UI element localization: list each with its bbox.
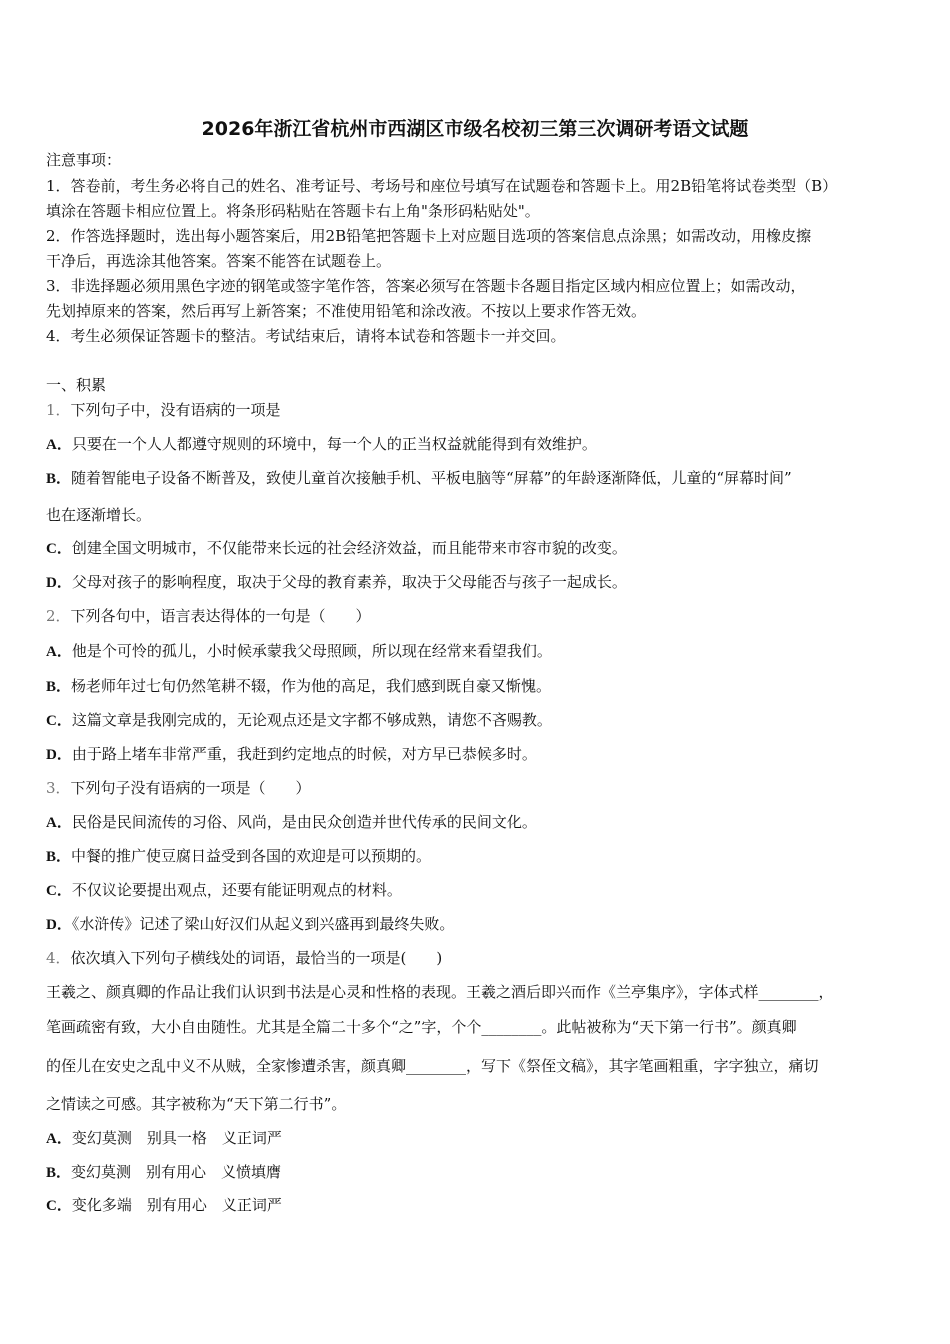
option-text: 变幻莫测 别具一格 义正词严 — [71, 1129, 282, 1147]
note-line: 2．作答选择题时，选出每小题答案后，用2B铅笔把答题卡上对应题目选项的答案信息点涂黑；如需改动，用橡皮擦 — [46, 227, 812, 245]
option-text: 《水浒传》记述了梁山好汉们从起义到兴盛再到最终失败。 — [71, 915, 455, 933]
question-2 — [46, 606, 371, 626]
option-letter: A． — [46, 815, 72, 831]
question-stem: 下列各句中，语言表达得体的一句是（ ） — [70, 607, 371, 625]
option-letter: A． — [46, 644, 72, 660]
option-text: 随着智能电子设备不断普及，致使儿童首次接触手机、平板电脑等“屏幕”的年龄逐渐降低，儿童的“屏幕时间” — [71, 469, 792, 487]
passage-line: 的侄儿在安史之乱中义不从贼，全家惨遭杀害，颜真卿________，写下《祭侄文稿》，其字笔画粗重，字字独立，痛切 — [46, 1057, 819, 1075]
option-b — [46, 1162, 281, 1183]
option-c — [46, 1195, 282, 1216]
option-letter: C． — [46, 1198, 72, 1214]
question-stem: 下列句子没有语病的一项是（ ） — [70, 779, 311, 797]
passage-line: 之情读之可感。其字被称为“天下第二行书”。 — [46, 1095, 347, 1113]
option-letter: C． — [46, 883, 72, 899]
passage-line: 笔画疏密有致，大小自由随性。尤其是全篇二十多个“之”字，个个________。此帖被称为“天下第一行书”。颜真卿 — [46, 1018, 797, 1036]
option-d — [46, 914, 454, 935]
section-heading: 一、积累 — [46, 376, 107, 394]
option-text: 父母对孩子的影响程度，取决于父母的教育素养，取决于父母能否与孩子一起成长。 — [71, 573, 627, 591]
option-text: 民俗是民间流传的习俗、风尚，是由民众创造并世代传承的民间文化。 — [71, 813, 537, 831]
option-b — [46, 846, 431, 867]
option-text: 杨老师年过七旬仍然笔耕不辍，作为他的高足，我们感到既自豪又惭愧。 — [71, 677, 552, 695]
option-a — [46, 812, 537, 833]
option-text: 他是个可怜的孤儿，小时候承蒙我父母照顾，所以现在经常来看望我们。 — [71, 642, 552, 660]
note-line: 1．答卷前，考生务必将自己的姓名、准考证号、考场号和座位号填写在试题卷和答题卡上。用2B铅笔将试卷类型（B） — [46, 177, 838, 195]
question-number: 4． — [46, 949, 71, 967]
option-text: 由于路上堵车非常严重，我赶到约定地点的时候，对方早已恭候多时。 — [71, 745, 537, 763]
question-4 — [46, 948, 442, 968]
option-c — [46, 880, 402, 901]
option-text: 中餐的推广使豆腐日益受到各国的欢迎是可以预期的。 — [71, 847, 432, 865]
option-text: 只要在一个人人都遵守规则的环境中，每一个人的正当权益就能得到有效维护。 — [71, 435, 597, 453]
option-text: 不仅议论要提出观点，还要有能证明观点的材料。 — [71, 881, 402, 899]
note-line: 4．考生必须保证答题卡的整洁。考试结束后，请将本试卷和答题卡一并交回。 — [46, 327, 566, 345]
option-a — [46, 434, 597, 455]
option-letter: C． — [46, 713, 72, 729]
option-c — [46, 710, 552, 731]
option-text: 这篇文章是我刚完成的，无论观点还是文字都不够成熟，请您不吝赐教。 — [71, 711, 552, 729]
option-letter: C． — [46, 541, 72, 557]
question-3 — [46, 778, 311, 798]
option-letter: D． — [46, 747, 72, 763]
option-letter: B． — [46, 679, 72, 695]
question-number: 3． — [46, 779, 71, 797]
note-line: 3．非选择题必须用黑色字迹的钢笔或签字笔作答，答案必须写在答题卡各题目指定区域内相应位置上；如需改动， — [46, 277, 806, 295]
question-stem: 下列句子中，没有语病的一项是 — [70, 401, 281, 419]
note-line: 先划掉原来的答案，然后再写上新答案；不准使用铅笔和涂改液。不按以上要求作答无效。 — [46, 302, 647, 320]
option-text: 创建全国文明城市，不仅能带来长远的社会经济效益，而且能带来市容市貌的改变。 — [71, 539, 627, 557]
option-letter: A． — [46, 1131, 72, 1147]
option-letter: D． — [46, 917, 72, 933]
page-title: 2026年浙江省杭州市西湖区市级名校初三第三次调研考语文试题 — [201, 118, 749, 140]
option-a — [46, 1128, 282, 1149]
option-letter: B． — [46, 1165, 72, 1181]
option-a — [46, 641, 552, 662]
option-letter: A． — [46, 437, 72, 453]
option-letter: B． — [46, 849, 72, 865]
option-b — [46, 468, 792, 489]
option-letter: D． — [46, 575, 72, 591]
option-b — [46, 676, 551, 697]
option-text: 变幻莫测 别有用心 义愤填膺 — [71, 1163, 282, 1181]
note-line: 干净后，再选涂其他答案。答案不能答在试题卷上。 — [46, 252, 392, 270]
question-number: 2． — [46, 607, 71, 625]
question-number: 1． — [46, 401, 71, 419]
question-stem: 依次填入下列句子横线处的词语，最恰当的一项是( ) — [70, 949, 443, 967]
option-d — [46, 572, 627, 593]
option-b-continued: 也在逐渐增长。 — [46, 506, 152, 524]
option-text: 变化多端 别有用心 义正词严 — [71, 1196, 282, 1214]
option-d — [46, 744, 537, 765]
question-1 — [46, 400, 281, 420]
option-c — [46, 538, 627, 559]
option-letter: B． — [46, 471, 72, 487]
passage-line: 王羲之、颜真卿的作品让我们认识到书法是心灵和性格的表现。王羲之酒后即兴而作《兰亭集序》，字体式样________， — [46, 983, 834, 1001]
notes-heading: 注意事项： — [46, 151, 122, 169]
note-line: 填涂在答题卡相应位置上。将条形码粘贴在答题卡右上角"条形码粘贴处"。 — [46, 202, 540, 220]
